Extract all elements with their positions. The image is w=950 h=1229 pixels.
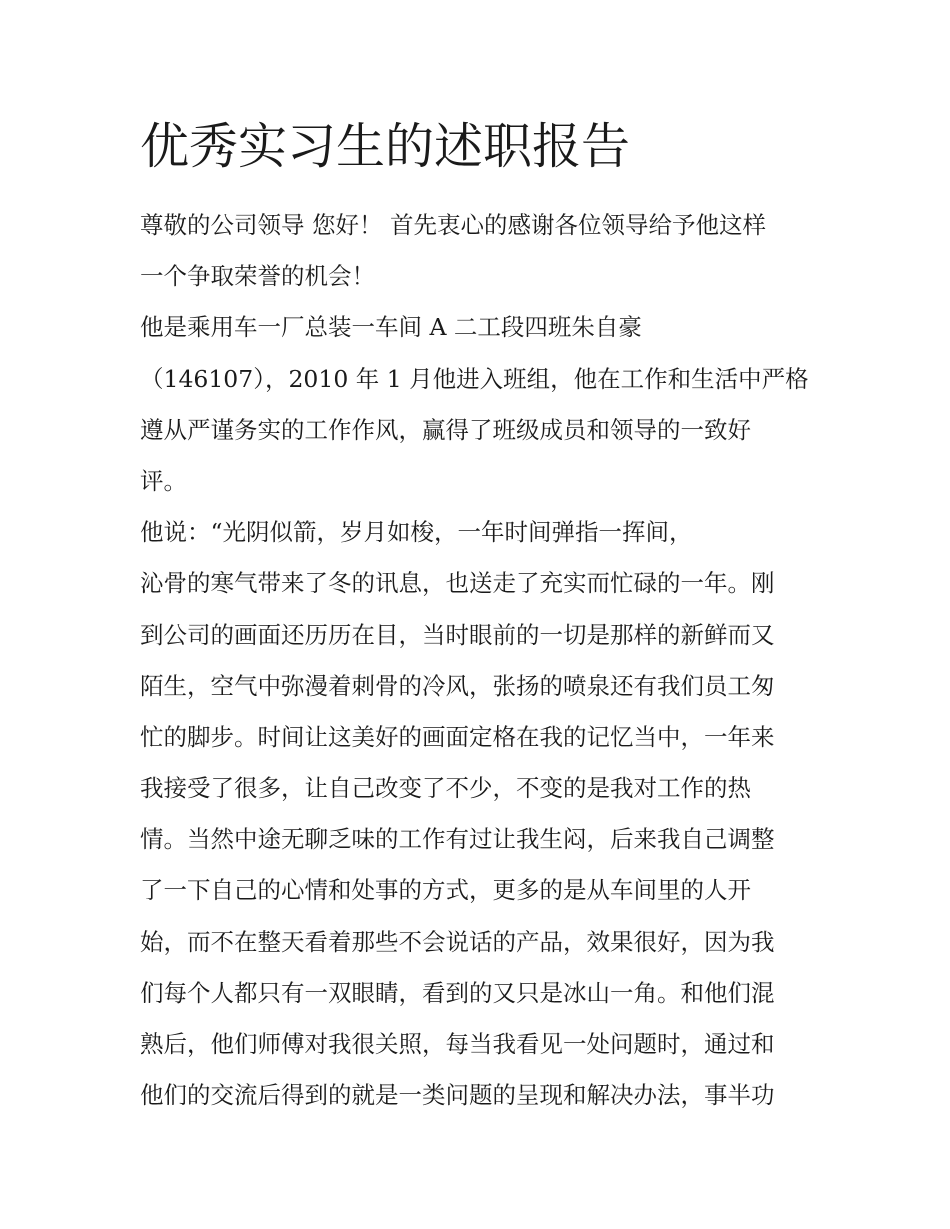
- body-line-17: 熟后，他们师傅对我很关照，每当我看见一处问题时，通过和: [140, 1030, 775, 1058]
- body-line-18: 他们的交流后得到的就是一类问题的呈现和解决办法，事半功: [140, 1081, 775, 1110]
- body-line-3: 他是乘用车一厂总装一车间 A 二工段四班朱自豪: [140, 313, 642, 342]
- body-line-5: 遵从严谨务实的工作作风，赢得了班级成员和领导的一致好: [140, 415, 751, 444]
- document-title: 优秀实习生的述职报告: [140, 118, 631, 175]
- body-line-13: 情。当然中途无聊乏味的工作有过让我生闷，后来我自己调整: [140, 825, 775, 854]
- body-line-15: 始，而不在整天看着那些不会说话的产品，效果很好，因为我: [140, 927, 775, 956]
- body-line-7: 他说：“光阴似箭，岁月如梭，一年时间弹指一挥间，: [140, 518, 693, 547]
- body-line-14: 了一下自己的心情和处事的方式，更多的是从车间里的人开: [140, 876, 751, 905]
- body-line-9: 到公司的画面还历历在目，当时眼前的一切是那样的新鲜而又: [140, 620, 775, 649]
- document-body: [140, 200, 820, 1121]
- body-line-1: 尊敬的公司领导 您好！ 首先衷心的感谢各位领导给予他这样: [140, 211, 766, 239]
- body-line-4: （146107），2010 年 1 月他进入班组，他在工作和生活中严格: [140, 364, 809, 393]
- body-line-16: 们每个人都只有一双眼睛，看到的又只是冰山一角。和他们混: [140, 978, 775, 1007]
- body-line-6: 评。: [140, 466, 187, 495]
- body-line-10: 陌生，空气中弥漫着刺骨的冷风，张扬的喷泉还有我们员工匆: [140, 671, 775, 700]
- body-line-11: 忙的脚步。时间让这美好的画面定格在我的记忆当中，一年来: [140, 722, 775, 751]
- body-line-8: 沁骨的寒气带来了冬的讯息，也送走了充实而忙碌的一年。刚: [140, 569, 775, 598]
- body-line-2: 一个争取荣誉的机会！: [140, 262, 375, 291]
- body-line-12: 我接受了很多，让自己改变了不少，不变的是我对工作的热: [140, 774, 751, 803]
